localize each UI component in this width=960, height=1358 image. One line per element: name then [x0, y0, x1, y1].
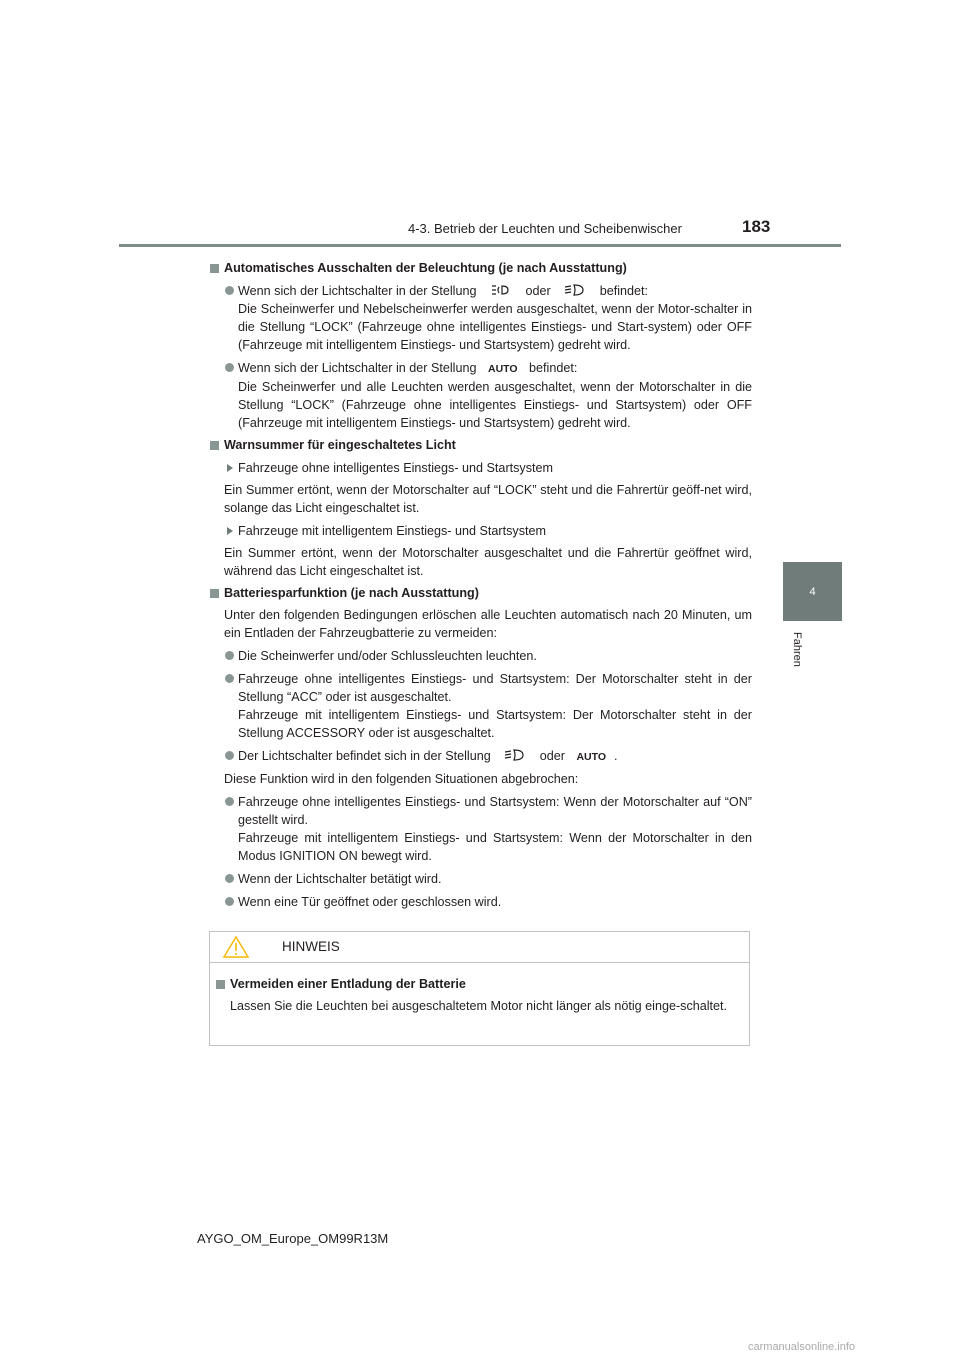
notice-heading: Vermeiden einer Entladung der Batterie [216, 975, 740, 993]
header-divider [119, 244, 841, 247]
paragraph-buzzer-1: Ein Summer ertönt, wenn der Motorschalter auf “LOCK” steht und die Fahrertür geöff-net wird, solange das Licht eingeschaltet ist. [224, 483, 752, 515]
notice-text: Lassen Sie die Leuchten bei ausgeschaltetem Motor nicht länger als nötig einge-schaltet. [230, 999, 728, 1013]
chapter-tab[interactable] [783, 562, 842, 621]
bullet-body: Die Scheinwerfer und alle Leuchten werden ausgeschaltet, wenn der Motorschalter in die Stellung “LOCK” (Fahrzeuge ohne intelligentes Einstiegs- und Startsystem) oder OFF (Fahrzeuge mit intelligentem Einstiegs- und Startsystem) gedreht wird. [238, 380, 752, 430]
section-title: 4-3. Betrieb der Leuchten und Scheibenwischer [408, 221, 682, 236]
bullet-cancel-door: Wenn eine Tür geöffnet oder geschlossen wird. [210, 893, 752, 911]
bullet-cancel-switch: Wenn der Lichtschalter betätigt wird. [210, 870, 752, 888]
document-code: AYGO_OM_Europe_OM99R13M [197, 1231, 389, 1246]
bullet-auto-position [210, 359, 752, 432]
heading-battery-saver: Batteriesparfunktion (je nach Ausstattung) [210, 584, 752, 602]
bullet-text-mid: oder [539, 749, 565, 763]
paragraph-battery-intro: Unter den folgenden Bedingungen erlöschen alle Leuchten automatisch nach 20 Minuten, um ein Entladen der Fahrzeugbatterie zu vermeiden: [224, 608, 752, 640]
heading-warning-buzzer: Warnsummer für eingeschaltetes Licht [210, 436, 752, 454]
notice-box [209, 931, 750, 1046]
bullet-text-post: befindet: [599, 284, 649, 298]
bullet-body: Die Scheinwerfer und Nebelscheinwerfer werden ausgeschaltet, wenn der Motor-schalter in die Stellung “LOCK” (Fahrzeuge ohne intelligentes Einstiegs- und Start-system) oder OFF (Fahrzeuge mit intelligentem Einstiegs- und Startsystem) gedreht wird. [238, 302, 752, 352]
bullet-body: Fahrzeuge mit intelligentem Einstiegs- und Startsystem: Der Motorschalter steht in der Stellung ACCESSORY oder ist ausgeschaltet. [238, 708, 752, 740]
paragraph-cancel-intro: Diese Funktion wird in den folgenden Situationen abgebrochen: [224, 772, 579, 786]
notice-body [216, 975, 740, 1015]
headlight-icon [504, 749, 526, 761]
auto-icon: AUTO [576, 751, 606, 763]
sub-without-smart-entry: Fahrzeuge ohne intelligentes Einstiegs- und Startsystem [210, 459, 752, 477]
chapter-label: Fahren [791, 632, 803, 667]
notice-title: HINWEIS [282, 939, 340, 954]
bullet-cancel-on [210, 793, 752, 865]
bullet-body: Fahrzeuge ohne intelligentes Einstiegs- und Startsystem: Wenn der Motorschalter auf “ON” gestellt wird. [238, 795, 752, 827]
bullet-text-post: . [614, 749, 618, 763]
warning-triangle-icon [223, 936, 249, 958]
bullet-fog-head-position [210, 282, 752, 354]
page-number: 183 [742, 217, 771, 236]
headlight-icon [564, 284, 586, 296]
bullet-text-post: befindet: [529, 361, 578, 375]
bullet-engine-switch [210, 670, 752, 742]
main-content [210, 255, 752, 911]
bullet-text-pre: Der Lichtschalter befindet sich in der Stellung [238, 749, 491, 763]
bullet-switch-position [210, 747, 752, 766]
chapter-number: 4 [809, 585, 816, 598]
fog-light-icon [490, 284, 512, 296]
bullet-text-pre: Wenn sich der Lichtschalter in der Stellung [238, 284, 477, 298]
auto-icon: AUTO [487, 363, 518, 375]
bullet-lights-on: Die Scheinwerfer und/oder Schlussleuchten leuchten. [210, 647, 752, 665]
sub-with-smart-entry: Fahrzeuge mit intelligentem Einstiegs- und Startsystem [210, 522, 752, 540]
bullet-text-mid: oder [525, 284, 551, 298]
watermark: carmanualsonline.info [748, 1341, 856, 1353]
bullet-text-pre: Wenn sich der Lichtschalter in der Stellung [238, 361, 477, 375]
bullet-body: Fahrzeuge ohne intelligentes Einstiegs- und Startsystem: Der Motorschalter steht in der Stellung “ACC” oder ist ausgeschaltet. [238, 672, 752, 704]
heading-auto-off: Automatisches Ausschalten der Beleuchtung (je nach Ausstattung) [210, 259, 752, 277]
paragraph-buzzer-2: Ein Summer ertönt, wenn der Motorschalter ausgeschaltet und die Fahrertür geöffnet wird, während das Licht eingeschaltet ist. [224, 546, 752, 578]
notice-header [210, 932, 749, 963]
bullet-body: Fahrzeuge mit intelligentem Einstiegs- und Startsystem: Wenn der Motorschalter in den Modus IGNITION ON bewegt wird. [238, 831, 752, 863]
